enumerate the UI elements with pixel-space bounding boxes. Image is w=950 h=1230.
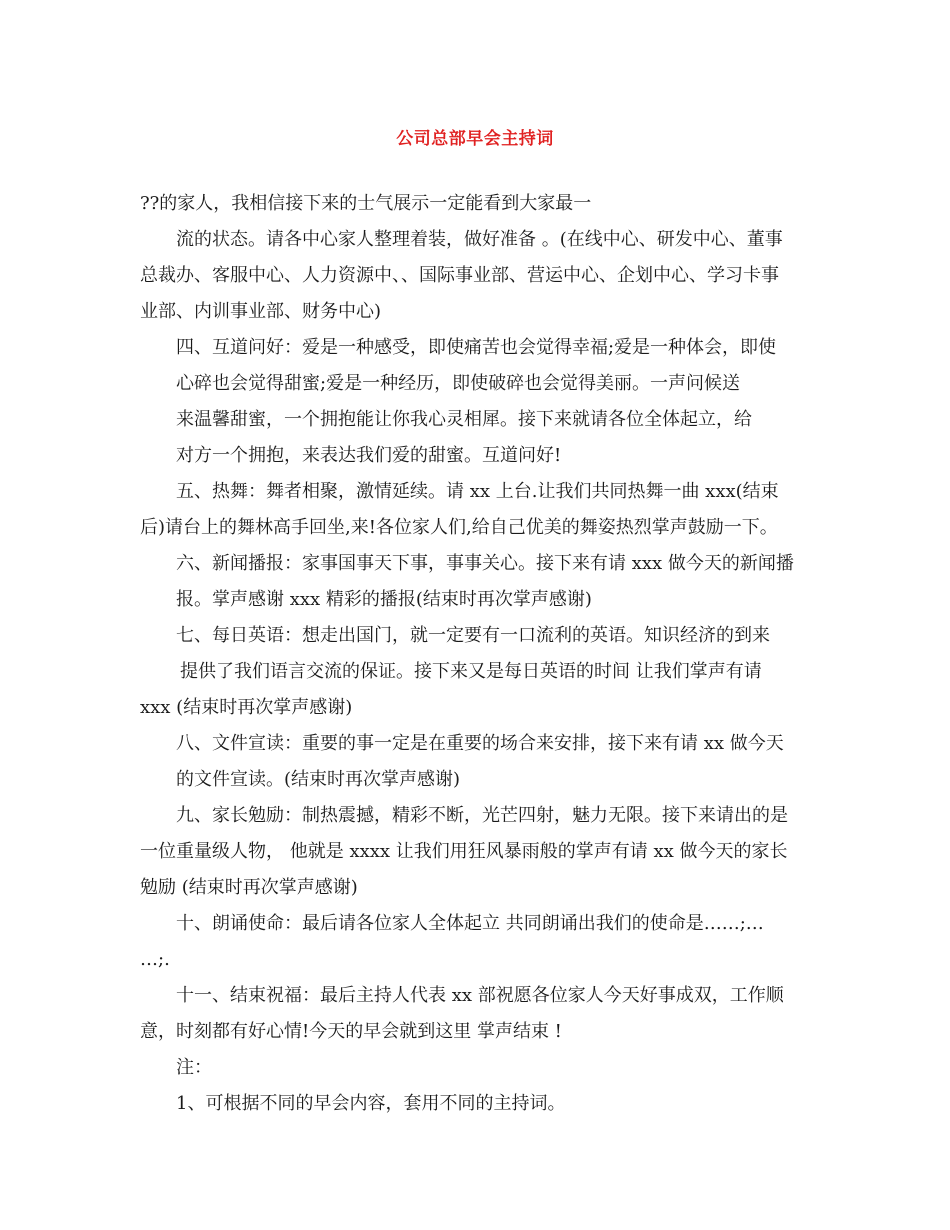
text-line: …;. [140,949,170,970]
text-line: 提供了我们语言交流的保证。接下来又是每日英语的时间 让我们掌声有请 [180,661,762,682]
text-line: 注： [176,1057,212,1078]
text-line: 流的状态。请各中心家人整理着装，做好准备 。(在线中心、研发中心、董事 [176,229,783,250]
text-line: 勉励 (结束时再次掌声感谢) [140,877,358,898]
document-title: 公司总部早会主持词 [396,129,554,149]
text-line: 业部、内训事业部、财务中心) [140,301,382,322]
text-line: 报。掌声感谢 xxx 精彩的播报(结束时再次掌声感谢) [176,589,592,610]
text-line: 对方一个拥抱，来表达我们爱的甜蜜。互道问好! [176,445,562,466]
text-line: 总裁办、客服中心、人力资源中、、国际事业部、营运中心、企划中心、学习卡事 [140,265,779,286]
text-line: 四、互道问好：爱是一种感受，即使痛苦也会觉得幸福;爱是一种体会，即使 [176,337,777,358]
text-line: 一位重量级人物， 他就是 xxxx 让我们用狂风暴雨般的掌声有请 xx 做今天的家长 [140,841,788,862]
text-line: 八、文件宣读：重要的事一定是在重要的场合来安排，接下来有请 xx 做今天 [176,733,784,754]
text-line: 的文件宣读。(结束时再次掌声感谢) [176,769,461,790]
text-line: 1、可根据不同的早会内容，套用不同的主持词。 [176,1093,566,1114]
text-line: 六、新闻播报：家事国事天下事，事事关心。接下来有请 xxx 做今天的新闻播 [176,553,794,574]
text-line: 来温馨甜蜜，一个拥抱能让你我心灵相犀。接下来就请各位全体起立，给 [176,409,752,430]
text-line: ??的家人，我相信接下来的士气展示一定能看到大家最一 [140,193,592,214]
text-line: xxx (结束时再次掌声感谢) [140,697,353,718]
text-line: 心碎也会觉得甜蜜;爱是一种经历，即使破碎也会觉得美丽。一声问候送 [176,373,741,394]
text-line: 后)请台上的舞林高手回坐,来!各位家人们,给自己优美的舞姿热烈掌声鼓励一下。 [140,517,778,538]
text-line: 意，时刻都有好心情!今天的早会就到这里 掌声结束 ! [140,1021,562,1042]
text-line: 七、每日英语：想走出国门，就一定要有一口流利的英语。知识经济的到来 [176,625,770,646]
text-line: 五、热舞：舞者相聚，激情延续。请 xx 上台.让我们共同热舞一曲 xxx(结束 [176,481,779,502]
text-line: 九、家长勉励：制热震撼，精彩不断，光芒四射，魅力无限。接下来请出的是 [176,805,788,826]
text-line: 十一、结束祝福：最后主持人代表 xx 部祝愿各位家人今天好事成双，工作顺 [176,985,784,1006]
text-line: 十、朗诵使命：最后请各位家人全体起立 共同朗诵出我们的使命是……;… [176,913,764,934]
